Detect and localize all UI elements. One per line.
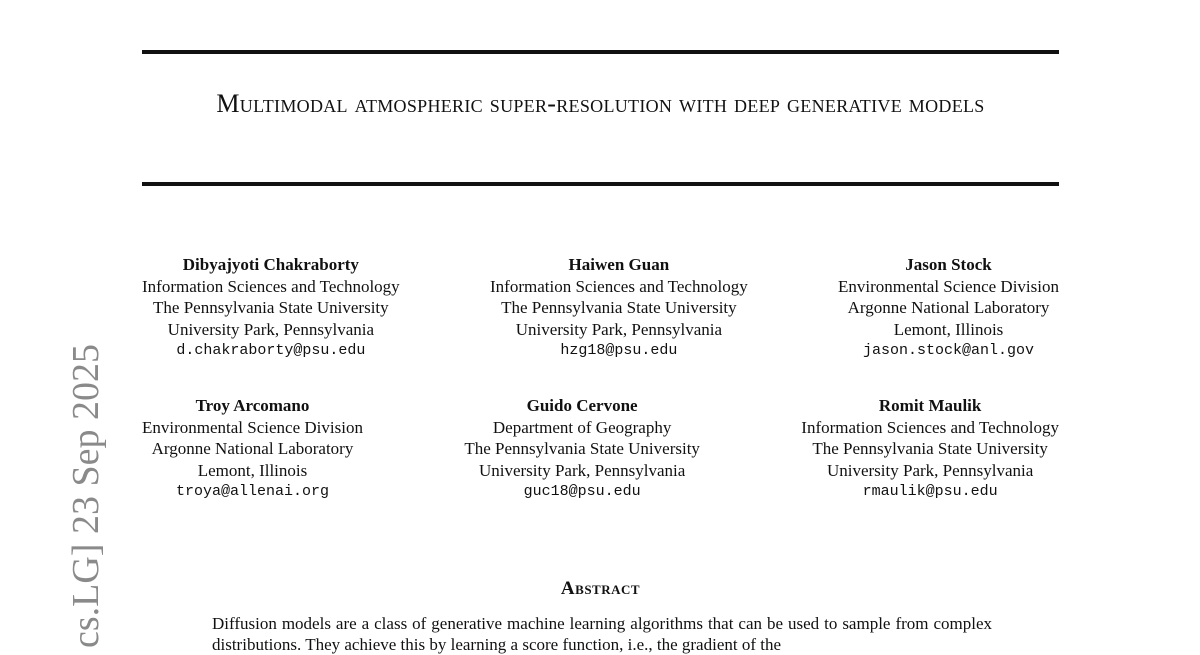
author-email: d.chakraborty@psu.edu xyxy=(176,342,366,359)
author-email: rmaulik@psu.edu xyxy=(862,483,998,500)
authors-row-1 xyxy=(142,254,1059,362)
author-location: University Park, Pennsylvania xyxy=(167,319,375,339)
author-name: Troy Arcomano xyxy=(195,396,310,415)
author-location: University Park, Pennsylvania xyxy=(826,460,1034,480)
author-affiliation: Environmental Science Division xyxy=(142,417,363,437)
author-institution: The Pennsylvania State University xyxy=(153,298,389,317)
title-top-rule xyxy=(142,50,1059,54)
abstract-text: Diffusion models are a class of generative machine learning algorithms that can be used to sample from complex distributions. They achieve this by learning a score function, i.e., the gradient of the xyxy=(212,614,992,654)
author-location: Lemont, Illinois xyxy=(893,319,1004,339)
author-affiliation: Environmental Science Division xyxy=(838,276,1059,296)
author-email: jason.stock@anl.gov xyxy=(862,342,1035,359)
author-block xyxy=(142,254,400,362)
author-name: Jason Stock xyxy=(905,255,992,274)
author-affiliation: Information Sciences and Technology xyxy=(801,417,1059,437)
author-location: University Park, Pennsylvania xyxy=(515,319,723,339)
author-email: troya@allenai.org xyxy=(175,483,329,500)
author-email: guc18@psu.edu xyxy=(523,483,641,500)
author-location: Lemont, Illinois xyxy=(197,460,308,480)
author-affiliation: Department of Geography xyxy=(492,417,672,437)
author-block xyxy=(464,395,700,503)
author-block xyxy=(838,254,1059,362)
arxiv-sidebar-stamp: cs.LG] 23 Sep 2025 xyxy=(65,344,107,648)
author-name: Romit Maulik xyxy=(878,396,982,415)
abstract-heading: Abstract xyxy=(560,578,641,599)
authors-row-2 xyxy=(142,395,1059,503)
author-block xyxy=(801,395,1059,503)
author-affiliation: Information Sciences and Technology xyxy=(142,276,400,296)
author-institution: Argonne National Laboratory xyxy=(151,439,354,458)
author-block xyxy=(490,254,748,362)
title-bottom-rule xyxy=(142,182,1059,186)
author-institution: Argonne National Laboratory xyxy=(847,298,1050,317)
paper-title: Multimodal atmospheric super-resolution with deep generative models xyxy=(216,89,985,118)
author-institution: The Pennsylvania State University xyxy=(812,439,1048,458)
author-email: hzg18@psu.edu xyxy=(560,342,678,359)
author-name: Dibyajyoti Chakraborty xyxy=(182,255,359,274)
author-location: University Park, Pennsylvania xyxy=(478,460,686,480)
author-institution: The Pennsylvania State University xyxy=(464,439,700,458)
author-institution: The Pennsylvania State University xyxy=(501,298,737,317)
author-affiliation: Information Sciences and Technology xyxy=(490,276,748,296)
author-block xyxy=(142,395,363,503)
author-name: Haiwen Guan xyxy=(568,255,670,274)
author-name: Guido Cervone xyxy=(526,396,638,415)
